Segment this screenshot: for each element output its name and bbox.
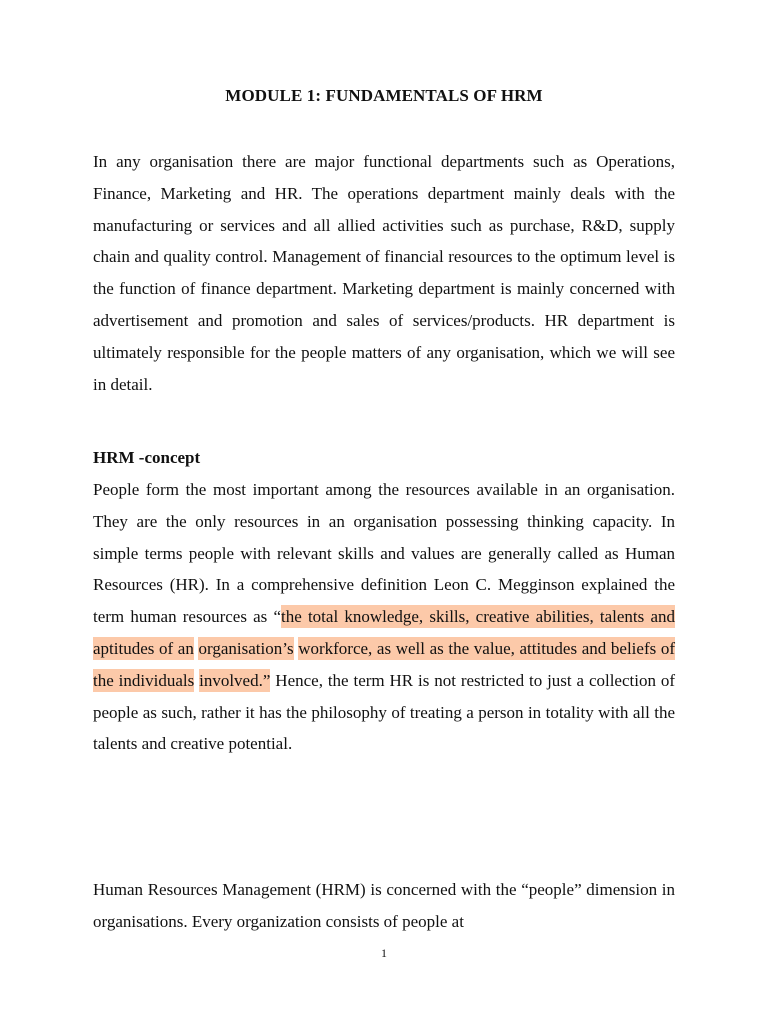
- concept-paragraph: [93, 474, 675, 760]
- final-paragraph: Human Resources Management (HRM) is concerned with the “people” dimension in organisations. Every organization consists of people at: [93, 880, 675, 931]
- highlighted-quote-1: the total knowledge, skills, creative abilities, talents and aptitudes of an: [93, 607, 675, 658]
- highlighted-quote-4: involved.”: [199, 670, 271, 690]
- intro-paragraph: In any organisation there are major functional departments such as Operations, Finance, Marketing and HR. The operations department mainly deals with the manufacturing or services and all allied activities such as purchase, R&D, supply chain and quality control. Management of financial resources to the optimum level is the function of finance department. Marketing department is mainly concerned with advertisement and promotion and sales of services/products. HR department is ultimately responsible for the people matters of any organisation, which we will see in detail.: [93, 152, 675, 394]
- page-number: 1: [381, 946, 387, 960]
- page-title: MODULE 1: FUNDAMENTALS OF HRM: [225, 86, 543, 105]
- highlighted-quote-2: organisation’s: [198, 638, 294, 658]
- concept-text-after-quote: Hence, the term HR is not restricted to just a collection of people as such, rather it has the philosophy of treating a person in totality with all the talents and creative potential.: [93, 670, 676, 754]
- concept-text-before-quote: People form the most important among the resources available in an organisation. They are the only resources in an organisation possessing thinking capacity. In simple terms people with relevant skills and values are generally called as Human Resources (HR). In a comprehensive definition Leon C. Megginson explained the term human resources as “: [93, 480, 675, 627]
- section-heading: HRM -concept: [93, 448, 201, 467]
- highlighted-quote-3: workforce, as well as the value, attitudes and beliefs of the individuals: [93, 638, 676, 690]
